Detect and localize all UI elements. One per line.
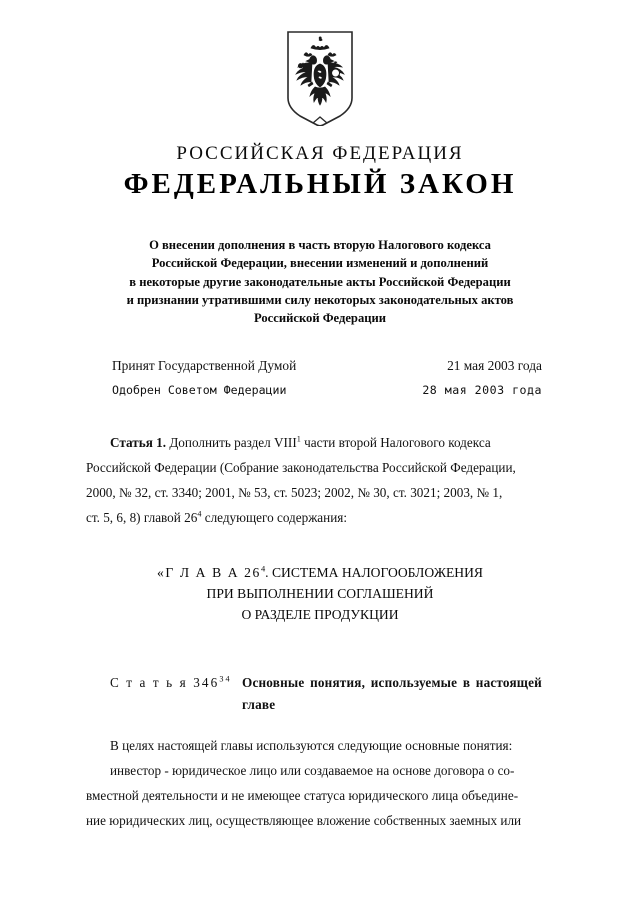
investor-definition-line-1: инвестор - юридическое лицо или создаваемое на основе договора о со-	[110, 763, 515, 778]
article-346-34-title-line-1: Основные понятия, используемые в настоящей	[242, 675, 542, 690]
approval-council-label: Одобрен Советом Федерации	[112, 383, 287, 397]
chapter-heading-line-1: «Г Л А В А $26^4$. СИСТЕМА НАЛОГООБЛОЖЕНИЯ	[156, 563, 484, 580]
subtitle-line-1: О внесении дополнения в часть вторую Налогового кодекса	[149, 238, 491, 252]
article-1-line-1-tail: части второй Налогового кодекса	[304, 435, 491, 450]
approval-council	[112, 383, 542, 397]
chapter-heading	[0, 562, 640, 625]
article-1-line-1	[86, 430, 556, 455]
subtitle-line-4: и признании утратившими силу некоторых законодательных актов	[126, 292, 514, 307]
subtitle-line-2: Российской Федерации, внесении изменений и дополнений	[151, 256, 489, 271]
adoption-duma	[112, 358, 542, 374]
approval-council-date: 28 мая 2003 года	[422, 383, 542, 397]
article-1-line-4: ст. 5, 6, 8) главой $26^4$ следующего содержания:	[86, 509, 347, 525]
chapter-heading-line-2: ПРИ ВЫПОЛНЕНИИ СОГЛАШЕНИЙ	[206, 586, 434, 601]
article-1-paragraph	[86, 430, 556, 530]
adoption-duma-date: 21 мая 2003 года	[447, 358, 542, 373]
article-346-34-title-line-2: главе	[242, 697, 276, 712]
coat-of-arms-icon	[282, 28, 358, 126]
article-1-line-3: 2000, № 32, ст. 3340; 2001, № 53, ст. 5023; 2002, № 30, ст. 3021; 2003, № 1,	[86, 485, 503, 500]
article-1-word-razdel: раздел	[234, 435, 271, 450]
document-type-title: ФЕДЕРАЛЬНЫЙ ЗАКОН	[123, 168, 517, 200]
investor-definition-line-3: ние юридических лиц, осуществляющее вложение собственных заемных или	[86, 813, 522, 828]
article-1-line-2: Российской Федерации (Собрание законодательства Российской Федерации,	[86, 460, 516, 475]
definitions-intro-line: В целях настоящей главы используются следующие основные понятия:	[110, 738, 513, 753]
subtitle-line-3: в некоторые другие законодательные акты Российской Федерации	[129, 274, 511, 289]
document-subtitle	[80, 236, 560, 327]
investor-definition-line-2: вместной деятельности и не имеющее статуса юридического лица объедине-	[86, 788, 519, 803]
article-346-34-heading	[110, 672, 560, 716]
article-346-34-number: С т а т ь я $346^{34}$	[110, 674, 232, 690]
definitions-paragraphs	[86, 733, 556, 833]
article-1-word-dopolnit: Дополнить	[169, 435, 231, 450]
article-346-34-title	[242, 672, 542, 716]
emblem-container	[0, 28, 640, 131]
adoption-duma-label: Принят Государственной Думой	[112, 358, 297, 373]
subtitle-line-5: Российской Федерации	[253, 311, 387, 326]
country-title: РОССИЙСКАЯ ФЕДЕРАЦИЯ	[176, 143, 464, 164]
article-1-roman-numeral: VIII$^1$	[274, 434, 301, 450]
article-1-label: Статья 1.	[110, 435, 167, 450]
chapter-heading-line-3: О РАЗДЕЛЕ ПРОДУКЦИИ	[241, 607, 399, 622]
